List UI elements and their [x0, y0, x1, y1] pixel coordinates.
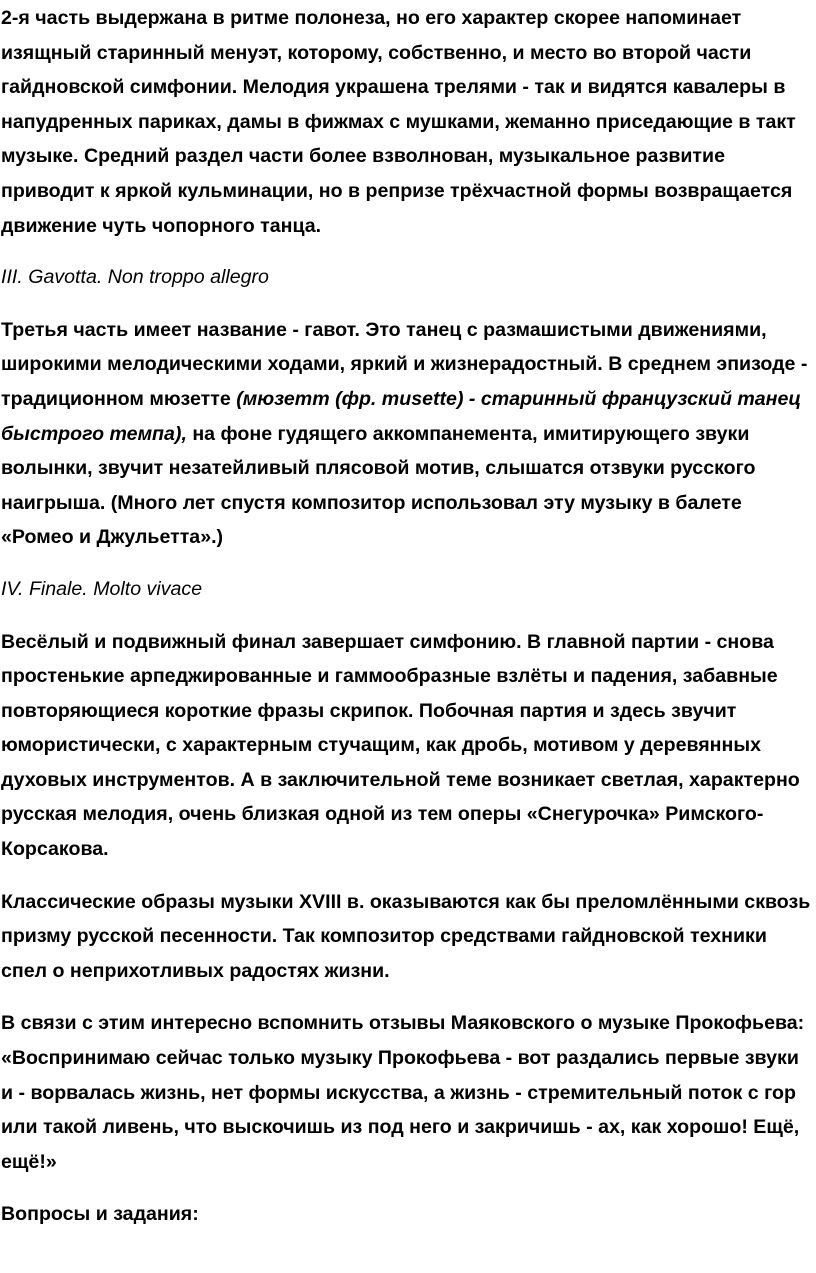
section-heading-gavotta: III. Gavotta. Non troppo allegro — [1, 266, 269, 289]
paragraph-gavotte-end: на фоне гудящего аккомпанемента, имитирующего звуки волынки, звучит незатейливый плясовой мотив, слышатся отзвуки русского наигрыша. (Много лет спустя композитор использовал эту музыку в балете «Ромео и Джульетта».) — [1, 422, 756, 549]
paragraph-gap — [1, 867, 815, 884]
paragraph-gap — [1, 607, 815, 624]
paragraph-mayakovsky-quote: В связи с этим интересно вспомнить отзывы Маяковского о музыке Прокофьева: «Воспринимаю сейчас только музыку Прокофьева - вот раздались первые звуки и - ворвалась жизнь, нет формы искусства, а жизнь - стремительный поток с гор или такой ливень, что выскочишь из под него и закричишь - ах, как хорошо! Ещё, ещё!» — [1, 1012, 805, 1173]
paragraph-gavotte — [1, 312, 815, 555]
paragraph-minuet: 2-я часть выдержана в ритме полонеза, но его характер скорее напоминает изящный старинный менуэт, которому, собственно, и место во второй части гайдновской симфонии. Мелодия украшена трелями - так и видятся кавалеры в напудренных париках, дамы в фижмах с мушками, жеманно приседающие в такт музыке. Средний раздел части более взволнован, музыкальное развитие приводит к яркой кульминации, но в репризе трёхчастной формы возвращается движение чуть чопорного танца. — [1, 7, 796, 237]
musette-definition: (мюзетт (фр. musette) - старинный французский танец быстрого темпа), — [1, 387, 802, 445]
paragraph-gap — [1, 1179, 815, 1196]
paragraph-finale: Весёлый и подвижный финал завершает симфонию. В главной партии - снова простенькие арпеджированные и гаммообразные взлёты и падения, забавные повторяющиеся короткие фразы скрипок. Побочная партия и здесь звучит юмористически, с характерным стучащим, как дробь, мотивом у деревянных духовых инструментов. А в заключительной теме возникает светлая, характерно русская мелодия, очень близкая одной из тем оперы «Снегурочка» Римского-Корсакова. — [1, 630, 800, 861]
paragraph-gap — [1, 243, 815, 260]
paragraph-gap — [1, 988, 815, 1005]
section-heading-finale: IV. Finale. Molto vivace — [1, 577, 203, 600]
document-page — [1, 0, 815, 1232]
paragraph-gap — [1, 555, 815, 572]
paragraph-gap — [1, 295, 815, 312]
paragraph-gavotte-start: Третья часть имеет название - гавот. Это танец с размашистыми движениями, широкими мелодическими ходами, яркий и жизнерадостный. В среднем эпизоде - традиционном мюзетте — [1, 318, 808, 410]
questions-heading: Вопросы и задания: — [1, 1203, 199, 1226]
paragraph-classical-images: Классические образы музыки XVIII в. оказываются как бы преломлёнными сквозь призму русской песенности. Так композитор средствами гайдновской техники спел о неприхотливых радостях жизни. — [1, 890, 811, 982]
